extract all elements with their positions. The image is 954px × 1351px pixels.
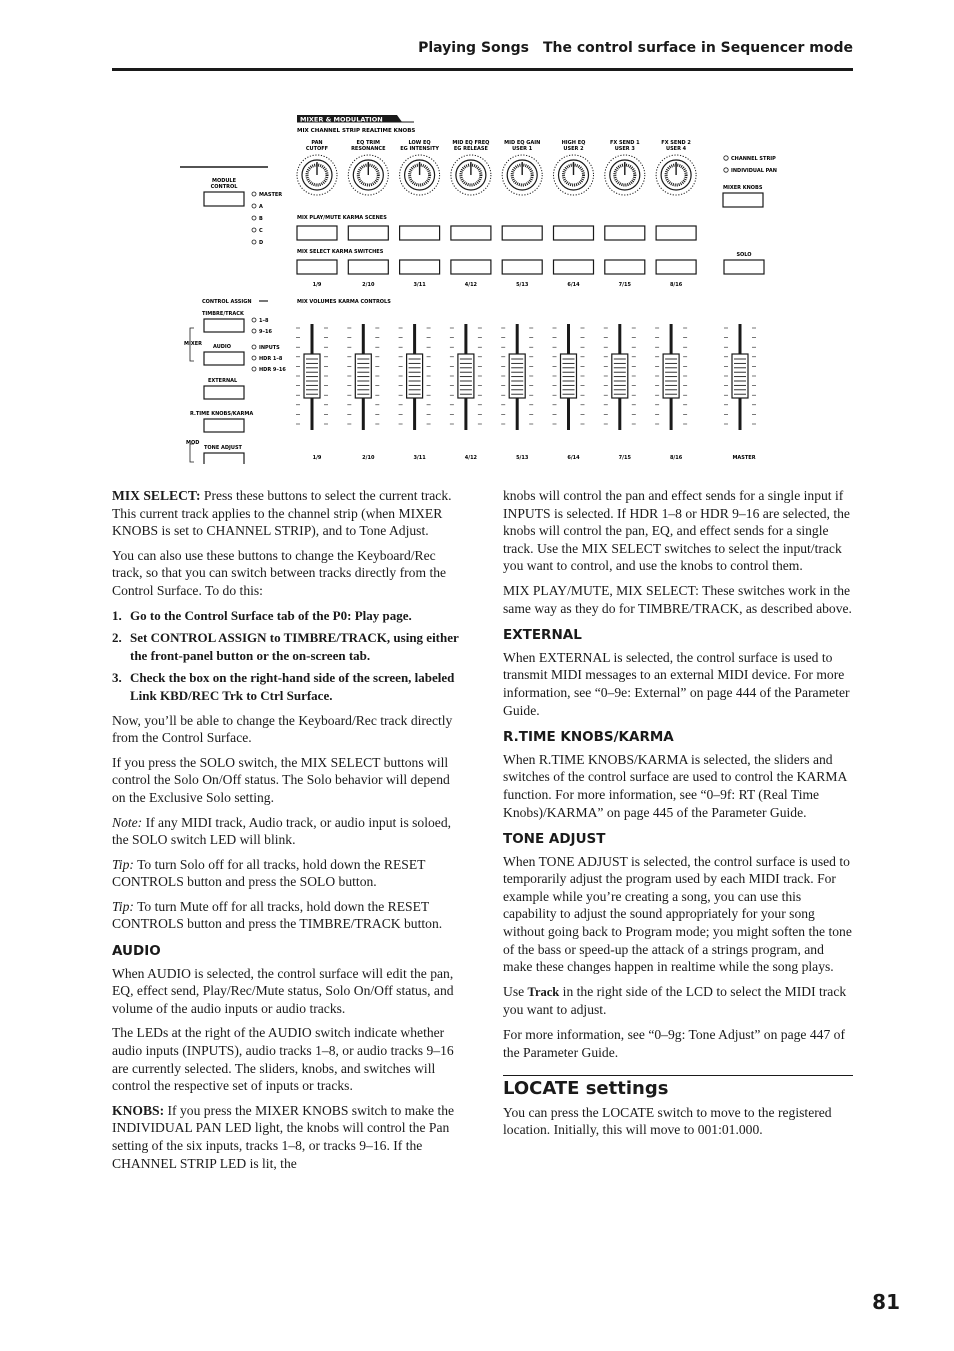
knob-label-top: LOW EQ bbox=[408, 140, 431, 146]
individual-pan-label: INDIVIDUAL PAN bbox=[731, 168, 777, 174]
channel-button[interactable] bbox=[502, 260, 542, 274]
mixer-label: MIXER bbox=[184, 341, 202, 347]
knob[interactable] bbox=[297, 155, 337, 195]
led bbox=[252, 228, 256, 232]
channel-button[interactable] bbox=[348, 260, 388, 274]
audio-label: AUDIO bbox=[213, 344, 232, 350]
channel-labels-top bbox=[313, 282, 683, 288]
knob-label-top: PAN bbox=[311, 140, 323, 146]
led-label: C bbox=[259, 228, 263, 234]
knob-label-bottom: USER 3 bbox=[614, 146, 635, 152]
channel-label: 8/16 bbox=[669, 282, 683, 288]
knob-label-top: MID EQ GAIN bbox=[504, 140, 541, 146]
channel-label: 8/16 bbox=[669, 455, 683, 461]
led bbox=[252, 240, 256, 244]
control-surface-diagram bbox=[180, 112, 780, 464]
led-label: MASTER bbox=[259, 192, 283, 198]
knob-label-bottom: USER 1 bbox=[512, 146, 533, 152]
volume-slider[interactable] bbox=[450, 324, 482, 430]
select-buttons bbox=[297, 260, 696, 274]
audio-leds bbox=[252, 345, 286, 373]
channel-button[interactable] bbox=[451, 260, 491, 274]
slider-cap bbox=[509, 354, 525, 398]
paragraph: When EXTERNAL is selected, the control surface is used to transmit MIDI messages to an external MIDI device. For more information, see “0–9e: External” on page 444 of the Parameter Guide. bbox=[503, 649, 850, 718]
lead-term: MIX SELECT: bbox=[112, 488, 201, 503]
paragraph: MIX PLAY/MUTE, MIX SELECT: These switches work in the same way as they do for TIMBRE/TRACK, as described above. bbox=[503, 582, 852, 616]
page-number: 81 bbox=[872, 1290, 900, 1314]
led-label: 1–8 bbox=[259, 318, 269, 324]
step-number: 2. bbox=[112, 630, 122, 646]
header-subsection: The control surface in Sequencer mode bbox=[542, 40, 853, 56]
control-assign-label: CONTROL ASSIGN bbox=[202, 299, 252, 305]
channel-label: 5/13 bbox=[516, 282, 529, 288]
individual-pan-led bbox=[724, 168, 728, 172]
header-section: Playing Songs bbox=[418, 40, 529, 56]
paragraph: Now, you’ll be able to change the Keyboard/Rec track directly from the Control Surface. bbox=[112, 712, 453, 746]
paragraph: knobs will control the pan and effect sends for a single input if INPUTS is selected. If HDR 1–8 or HDR 9–16 are selected, the knobs will control the pan, EQ, and effect sends for a single track. Use the MIX SELECT switches to select the input/track you want to control, and use the knobs to control them. bbox=[503, 488, 850, 574]
channel-button[interactable] bbox=[451, 226, 491, 240]
tip-lead: Tip: bbox=[112, 856, 134, 872]
led bbox=[252, 345, 256, 349]
led bbox=[252, 367, 256, 371]
knob-label-top: FX SEND 1 bbox=[610, 140, 640, 146]
knob-label-top: HIGH EQ bbox=[561, 140, 586, 146]
module-leds bbox=[252, 192, 282, 246]
note bbox=[112, 814, 462, 849]
module-control-button[interactable] bbox=[204, 192, 244, 206]
mixer-title: MIXER & MODULATION bbox=[300, 115, 383, 124]
play-mute-buttons bbox=[297, 226, 696, 240]
knob-label-bottom: USER 2 bbox=[563, 146, 584, 152]
text: To turn Mute off for all tracks, hold down the RESET CONTROLS button and press the TIMBRE/TRACK button. bbox=[112, 898, 443, 932]
led-label: HDR 1–8 bbox=[259, 356, 283, 362]
mix-volume-sliders bbox=[296, 324, 756, 430]
led bbox=[252, 216, 256, 220]
channel-button[interactable] bbox=[554, 260, 594, 274]
channel-button[interactable] bbox=[502, 226, 542, 240]
step-text: Set CONTROL ASSIGN to TIMBRE/TRACK, using either the front-panel button or the on-screen tab. bbox=[130, 630, 459, 663]
tip-lead: Tip: bbox=[112, 898, 134, 914]
led-label: INPUTS bbox=[259, 345, 280, 351]
channel-label: 7/15 bbox=[618, 455, 631, 461]
channel-label: 6/14 bbox=[567, 282, 580, 288]
volume-slider[interactable] bbox=[655, 324, 687, 430]
slider-cap bbox=[355, 354, 371, 398]
paragraph: The LEDs at the right of the AUDIO switch indicate whether audio inputs (INPUTS), audio tracks 1–8, or audio tracks 9–16 are currently selected. The sliders, knobs, and switches will control the respective set of inputs or tracks. bbox=[112, 1025, 454, 1094]
led bbox=[252, 318, 256, 322]
volume-slider[interactable] bbox=[296, 324, 328, 430]
channel-label: 1/9 bbox=[312, 455, 322, 461]
led-label: HDR 9–16 bbox=[259, 367, 286, 373]
step-number: 1. bbox=[112, 607, 122, 623]
channel-label: 4/12 bbox=[464, 455, 478, 461]
channel-button[interactable] bbox=[400, 226, 440, 240]
led bbox=[252, 204, 256, 208]
channel-label: 3/11 bbox=[413, 282, 426, 288]
text: Use bbox=[503, 983, 528, 999]
led bbox=[252, 329, 256, 333]
tone-adjust-button[interactable] bbox=[204, 453, 244, 464]
knob[interactable] bbox=[554, 155, 594, 195]
knob-label-top: FX SEND 2 bbox=[661, 140, 691, 146]
section-heading: EXTERNAL bbox=[503, 627, 582, 644]
knob-label-top: EQ TRIM bbox=[356, 140, 381, 146]
play-mute-label: MIX PLAY/MUTE KARMA SCENES bbox=[297, 215, 387, 221]
select-label: MIX SELECT KARMA SWITCHES bbox=[297, 249, 384, 255]
knob-label-bottom: RESONANCE bbox=[351, 146, 386, 152]
text: in the right side of the LCD to select the MIDI track you want to adjust. bbox=[503, 983, 847, 1018]
rtime-button[interactable] bbox=[204, 419, 244, 432]
channel-strip-led bbox=[724, 156, 728, 160]
channel-strip-label: CHANNEL STRIP bbox=[731, 156, 776, 162]
tip bbox=[112, 856, 462, 891]
section-heading: AUDIO bbox=[112, 943, 161, 960]
paragraph bbox=[503, 983, 853, 1019]
knob[interactable] bbox=[348, 155, 388, 195]
volumes-label: MIX VOLUMES KARMA CONTROLS bbox=[297, 299, 391, 305]
realtime-knobs bbox=[297, 140, 696, 195]
channel-label: 3/11 bbox=[413, 455, 426, 461]
text: If any MIDI track, Audio track, or audio input is soloed, the SOLO switch LED will blink. bbox=[112, 814, 452, 848]
volume-slider[interactable] bbox=[399, 324, 431, 430]
knob-label-top: MID EQ FREQ bbox=[452, 140, 490, 146]
paragraph: When R.TIME KNOBS/KARMA is selected, the sliders and switches of the control surface are used to control the KARMA function. For more information, see “0–9f: RT (Real Time Knobs)/KARMA” on page 445 of the Parameter Guide. bbox=[503, 751, 847, 820]
step-item bbox=[112, 607, 462, 625]
channel-label: 1/9 bbox=[312, 282, 322, 288]
paragraph: You can press the LOCATE switch to move to the registered location. Initially, this will move to 001:01.000. bbox=[503, 1104, 832, 1138]
external-label: EXTERNAL bbox=[208, 378, 238, 384]
channel-button[interactable] bbox=[297, 226, 337, 240]
locate-heading: LOCATE settings bbox=[503, 1075, 853, 1098]
solo-label: SOLO bbox=[736, 252, 752, 258]
knob-label-bottom: EG RELEASE bbox=[453, 146, 488, 152]
channel-button[interactable] bbox=[554, 226, 594, 240]
step-item bbox=[112, 629, 462, 664]
section-heading: R.TIME KNOBS/KARMA bbox=[503, 729, 674, 746]
timbre-track-button[interactable] bbox=[204, 319, 244, 332]
led-label: B bbox=[259, 216, 263, 222]
channel-button[interactable] bbox=[656, 260, 696, 274]
left-column bbox=[112, 487, 462, 1179]
slider-cap bbox=[561, 354, 577, 398]
text: To turn Solo off for all tracks, hold down the RESET CONTROLS button and press the SOLO button. bbox=[112, 856, 426, 890]
knob[interactable] bbox=[400, 155, 440, 195]
module-control-line1: MODULE bbox=[211, 178, 237, 184]
slider-cap bbox=[732, 354, 748, 398]
rtime-label: R.TIME KNOBS/KARMA bbox=[190, 411, 254, 417]
volume-slider[interactable] bbox=[553, 324, 585, 430]
led bbox=[252, 356, 256, 360]
step-text: Go to the Control Surface tab of the P0: Play page. bbox=[130, 607, 412, 623]
tone-adjust-label: TONE ADJUST bbox=[204, 445, 242, 451]
channel-label: 7/15 bbox=[618, 282, 631, 288]
right-column bbox=[503, 487, 853, 1146]
timbre-track-label: TIMBRE/TRACK bbox=[202, 311, 244, 317]
mixer-knobs-label: MIXER KNOBS bbox=[723, 185, 763, 191]
slider-cap bbox=[407, 354, 423, 398]
steps-list bbox=[112, 607, 462, 705]
mixer-knobs-button[interactable] bbox=[723, 193, 763, 207]
volume-slider[interactable] bbox=[724, 324, 756, 430]
solo-button[interactable] bbox=[724, 260, 764, 274]
channel-button[interactable] bbox=[605, 260, 645, 274]
knob[interactable] bbox=[605, 155, 645, 195]
knob-label-bottom: EG INTENSITY bbox=[400, 146, 440, 152]
channel-labels-bottom bbox=[313, 455, 683, 461]
section-heading: TONE ADJUST bbox=[503, 831, 606, 848]
note-lead: Note: bbox=[112, 814, 143, 830]
channel-button[interactable] bbox=[656, 226, 696, 240]
audio-button[interactable] bbox=[204, 352, 244, 365]
text: If you press the MIXER KNOBS switch to make the INDIVIDUAL PAN LED light, the knobs will control the Pan setting of the six inputs, tracks 1–8, or tracks 9–16. If the CHANNEL STRIP LED is lit, the bbox=[112, 1102, 455, 1171]
paragraph: You can also use these buttons to change the Keyboard/Rec track, so that you can switch between tracks directly from the Control Surface. To do this: bbox=[112, 547, 447, 598]
step-text: Check the box on the right-hand side of the screen, labeled Link KBD/REC Trk to Ctrl Surface. bbox=[130, 670, 455, 703]
running-header bbox=[112, 40, 853, 71]
knob-label-bottom: CUTOFF bbox=[305, 146, 329, 152]
timbre-leds bbox=[252, 318, 272, 335]
text: Press these buttons to select the current track. This current track applies to the channel strip (when MIXER KNOBS is set to CHANNEL STRIP), and to Tone Adjust. bbox=[112, 488, 452, 539]
knob[interactable] bbox=[656, 155, 696, 195]
channel-label: 2/10 bbox=[362, 282, 375, 288]
volume-slider[interactable] bbox=[604, 324, 636, 430]
led-label: A bbox=[259, 204, 263, 210]
strip-label: MIX CHANNEL STRIP REALTIME KNOBS bbox=[297, 128, 416, 134]
channel-button[interactable] bbox=[348, 226, 388, 240]
led-label: D bbox=[259, 240, 264, 246]
master-label: MASTER bbox=[732, 455, 756, 461]
paragraph bbox=[112, 487, 462, 540]
step-item bbox=[112, 669, 462, 704]
mod-label: MOD bbox=[186, 440, 200, 446]
mixer-title-tab bbox=[297, 115, 414, 124]
knob[interactable] bbox=[451, 155, 491, 195]
volume-slider[interactable] bbox=[347, 324, 379, 430]
paragraph: If you press the SOLO switch, the MIX SELECT buttons will control the Solo On/Off status. The Solo behavior will depend on the Exclusive Solo setting. bbox=[112, 754, 450, 805]
channel-button[interactable] bbox=[400, 260, 440, 274]
channel-label: 5/13 bbox=[516, 455, 529, 461]
led-label: 9–16 bbox=[259, 329, 272, 335]
led bbox=[252, 192, 256, 196]
paragraph: When AUDIO is selected, the control surface will edit the pan, EQ, effect send, Play/Rec/Mute status, Solo On/Off status, and volume of the audio inputs or audio tracks. bbox=[112, 965, 454, 1016]
knob-label-bottom: USER 4 bbox=[666, 146, 687, 152]
slider-cap bbox=[458, 354, 474, 398]
paragraph: For more information, see “0–9g: Tone Adjust” on page 447 of the Parameter Guide. bbox=[503, 1027, 845, 1060]
slider-cap bbox=[663, 354, 679, 398]
channel-button[interactable] bbox=[605, 226, 645, 240]
channel-label: 2/10 bbox=[362, 455, 375, 461]
lead-term: KNOBS: bbox=[112, 1102, 165, 1118]
tip bbox=[112, 898, 462, 933]
external-button[interactable] bbox=[204, 386, 244, 399]
channel-button[interactable] bbox=[297, 260, 337, 274]
paragraph bbox=[112, 1102, 462, 1172]
channel-label: 6/14 bbox=[567, 455, 580, 461]
parameter-name: Track bbox=[527, 984, 560, 999]
step-number: 3. bbox=[112, 670, 122, 686]
volume-slider[interactable] bbox=[501, 324, 533, 430]
channel-label: 4/12 bbox=[464, 282, 478, 288]
paragraph: When TONE ADJUST is selected, the control surface is used to temporarily adjust the program used by each MIDI track. For example while you’re creating a song, you can use this capability to adjust the sound appropriately for your song without going back to Program mode; you might soften the tone of the bass or speed-up the attack of a strings program, and make these changes happen in realtime while the song plays. bbox=[503, 853, 852, 975]
knob[interactable] bbox=[502, 155, 542, 195]
slider-cap bbox=[612, 354, 628, 398]
module-control-line2: CONTROL bbox=[210, 184, 238, 190]
slider-cap bbox=[304, 354, 320, 398]
